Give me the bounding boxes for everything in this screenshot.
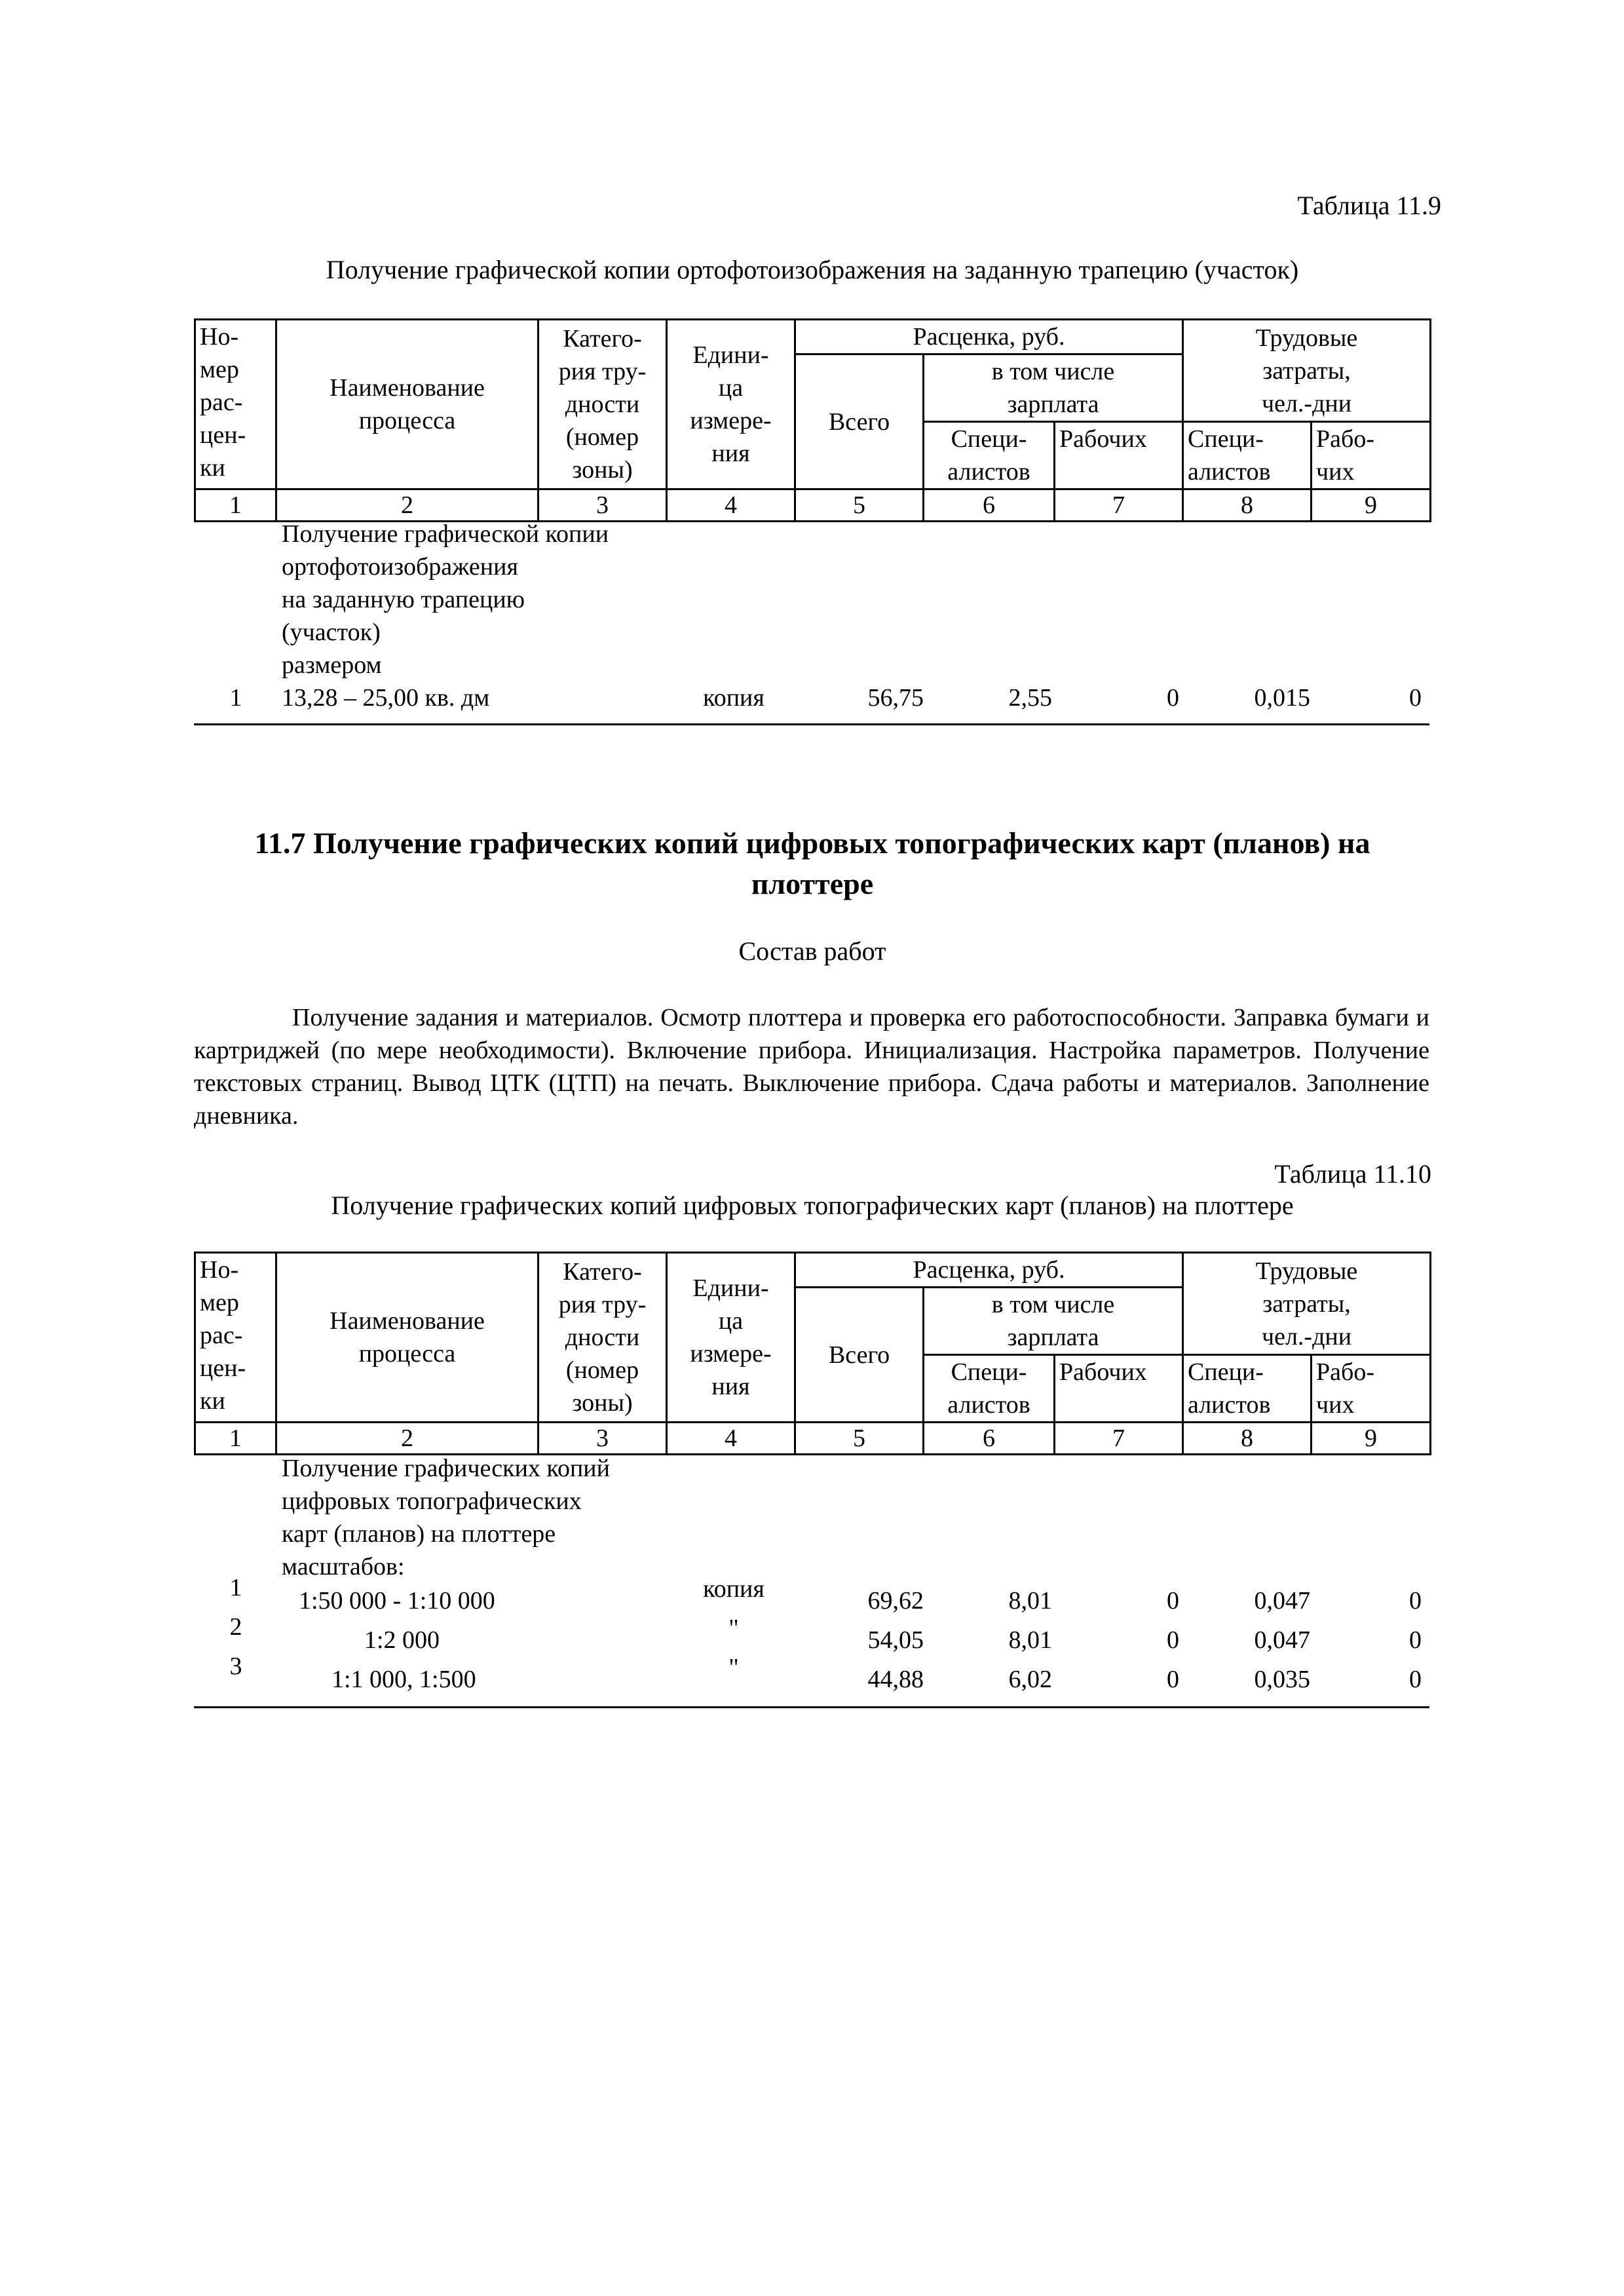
header-price-group: Расценка, руб.: [795, 320, 1183, 354]
row-unit: копия: [703, 684, 765, 712]
col-number-3: 3: [538, 1423, 667, 1455]
header-spec: Специ- алистов: [924, 1355, 1055, 1423]
row-unit: копия: [703, 1575, 765, 1603]
col-number-4: 4: [667, 489, 795, 522]
header-labor-group: Трудовые затраты, чел.-дни: [1183, 320, 1431, 422]
table-bottom-rule: [194, 723, 1429, 725]
header-labor-spec: Специ- алистов: [1183, 1355, 1312, 1423]
header-including: в том числе зарплата: [924, 1288, 1183, 1355]
row-labor-work: 0: [1409, 1587, 1422, 1615]
table-label: Таблица 11.9: [1297, 191, 1441, 220]
row-name: 1:50 000 - 1:10 000: [299, 1587, 495, 1615]
row-labor-spec: 0,015: [1254, 684, 1310, 712]
row-work: 0: [1167, 1666, 1179, 1693]
header-labor-group: Трудовые затраты, чел.-дни: [1183, 1253, 1431, 1355]
row-name: 1:1 000, 1:500: [331, 1666, 476, 1693]
col-number-9: 9: [1312, 489, 1431, 522]
row-total: 56,75: [867, 684, 924, 712]
header-total: Всего: [795, 354, 924, 489]
row-work: 0: [1167, 1587, 1179, 1615]
row-unit: ": [728, 1615, 739, 1642]
col-number-3: 3: [538, 489, 667, 522]
col-number-4: 4: [667, 1423, 795, 1455]
row-total: 44,88: [867, 1666, 924, 1693]
col-number-1: 1: [195, 1423, 276, 1455]
row-labor-spec: 0,035: [1254, 1666, 1310, 1693]
header-col-category: Катего- рия тру- дности (номер зоны): [538, 1253, 667, 1423]
header-col-unit: Едини- ца измере- ния: [667, 1253, 795, 1423]
col-number-8: 8: [1183, 1423, 1312, 1455]
header-including: в том числе зарплата: [924, 354, 1183, 422]
row-number: 1: [229, 684, 242, 712]
row-number: 1: [229, 1574, 242, 1601]
col-number-1: 1: [195, 489, 276, 522]
row-labor-work: 0: [1409, 1666, 1422, 1693]
header-work: Рабочих: [1055, 1355, 1183, 1423]
header-labor-work: Рабо- чих: [1312, 422, 1431, 489]
header-total: Всего: [795, 1288, 924, 1423]
row-work: 0: [1167, 1626, 1179, 1654]
table-header: [194, 318, 1431, 522]
section-title: 11.7 Получение графических копий цифровых топографических карт (планов) на плоттере: [254, 826, 1370, 900]
header-col-number: Но- мер рас- цен- ки: [195, 1253, 276, 1423]
col-number-6: 6: [924, 489, 1055, 522]
row-spec: 2,55: [1008, 684, 1052, 712]
col-number-5: 5: [795, 489, 924, 522]
row-total: 69,62: [867, 1587, 924, 1615]
col-number-7: 7: [1055, 1423, 1183, 1455]
col-number-7: 7: [1055, 489, 1183, 522]
row-total: 54,05: [867, 1626, 924, 1654]
table-bottom-rule: [194, 1706, 1429, 1708]
row-spec: 6,02: [1008, 1666, 1052, 1693]
table-label: Таблица 11.10: [1274, 1159, 1431, 1189]
header-price-group: Расценка, руб.: [795, 1253, 1183, 1288]
col-number-5: 5: [795, 1423, 924, 1455]
table-caption: Получение графических копий цифровых топографических карт (планов) на плоттере: [331, 1191, 1294, 1220]
section-subtitle: Состав работ: [738, 936, 886, 966]
group-name: Получение графических копий цифровых топографических карт (планов) на плоттере масштабов:: [282, 1455, 610, 1580]
header-col-category: Катего- рия тру- дности (номер зоны): [538, 320, 667, 489]
header-col-name: Наименование процесса: [276, 320, 538, 489]
table-caption: Получение графической копии ортофотоизображения на заданную трапецию (участок): [326, 255, 1299, 284]
col-number-6: 6: [924, 1423, 1055, 1455]
row-labor-spec: 0,047: [1254, 1587, 1310, 1615]
header-labor-work: Рабо- чих: [1312, 1355, 1431, 1423]
col-number-9: 9: [1312, 1423, 1431, 1455]
row-number: 2: [229, 1613, 242, 1641]
header-spec: Специ- алистов: [924, 422, 1055, 489]
row-unit: ": [728, 1654, 739, 1681]
row-work: 0: [1167, 684, 1179, 712]
row-name: 1:2 000: [364, 1626, 440, 1654]
header-col-number: Но- мер рас- цен- ки: [195, 320, 276, 489]
row-spec: 8,01: [1008, 1626, 1052, 1654]
row-spec: 8,01: [1008, 1587, 1052, 1615]
header-col-unit: Едини- ца измере- ния: [667, 320, 795, 489]
row-labor-work: 0: [1409, 684, 1422, 712]
row-number: 3: [229, 1653, 242, 1680]
row-labor-work: 0: [1409, 1626, 1422, 1654]
row-name: Получение графической копии ортофотоизображения на заданную трапецию (участок) размером 13,28 – 25,00 кв. дм: [282, 520, 609, 712]
col-number-8: 8: [1183, 489, 1312, 522]
col-number-2: 2: [276, 1423, 538, 1455]
header-col-name: Наименование процесса: [276, 1253, 538, 1423]
header-work: Рабочих: [1055, 422, 1183, 489]
header-labor-spec: Специ- алистов: [1183, 422, 1312, 489]
row-labor-spec: 0,047: [1254, 1626, 1310, 1654]
col-number-2: 2: [276, 489, 538, 522]
section-paragraph: Получение задания и материалов. Осмотр плоттера и проверка его работоспособности. Заправка бумаги и картриджей (по мере необходимости). Включение прибора. Инициализация. Настройка параметров. Получение текстовых страниц. Вывод ЦТК (ЦТП) на печать. Выключение прибора. Сдача работы и материалов. Заполнение дневника.: [194, 1004, 1429, 1130]
table-header: [194, 1252, 1431, 1455]
